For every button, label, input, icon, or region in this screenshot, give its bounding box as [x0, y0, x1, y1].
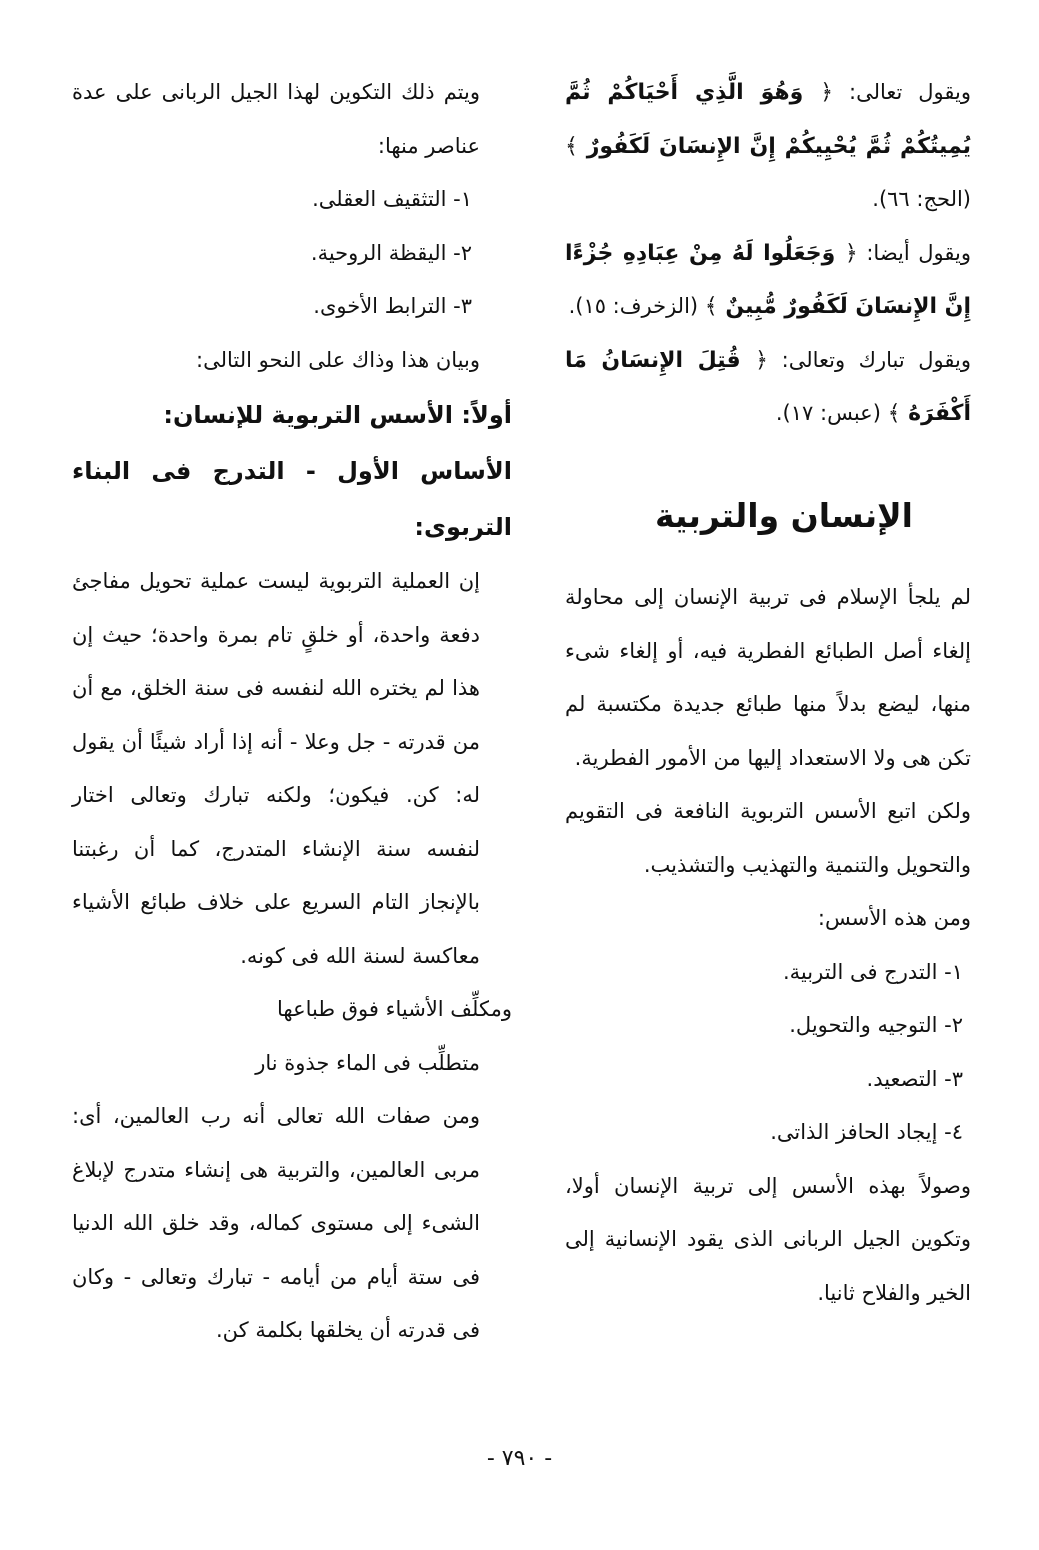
- list-item: ٢- اليقظة الروحية.: [310, 240, 472, 265]
- verse-reference: (الحج: ٦٦).: [872, 187, 971, 211]
- verse-text: وَجَعَلُوا لَهُ مِنْ عِبَادِهِ جُزْءًا إِنَّ الإِنسَانَ لَكَفُورٌ مُّبِينٌ: [565, 240, 971, 319]
- verse-intro: ويقول تعالى:: [833, 80, 971, 104]
- quran-bracket-open: ﴿: [844, 240, 858, 266]
- verse-intro: ويقول تبارك وتعالى:: [768, 347, 971, 372]
- list-intro: ومن هذه الأسس:: [817, 906, 971, 931]
- verse-paragraph-1: [565, 66, 1003, 227]
- verse-paragraph-3: [565, 334, 1003, 441]
- left-column: [72, 66, 512, 1358]
- paragraph: وبيان هذا وذاك على النحو التالى:: [196, 347, 480, 372]
- quran-bracket-open: ﴿: [820, 80, 834, 105]
- verse-text: وَهُوَ الَّذِي أَحْيَاكُمْ ثُمَّ يُمِيتُكُمْ ثُمَّ يُحْيِيكُمْ إِنَّ الإِنسَانَ لَكَفُورٌ: [565, 80, 971, 159]
- paragraph: لم يلجأ الإسلام فى تربية الإنسان إلى محاولة إلغاء أصل الطبائع الفطرية فيه، أو إلغاء شىء منها، ليضع بدلاً منها طبائع جديدة مكتسبة لم تكن هى ولا الاستعداد إليها من الأمور الفطرية.: [565, 585, 971, 770]
- quran-bracket-close: ﴾: [887, 401, 901, 426]
- paragraph: ومن صفات الله تعالى أنه رب العالمين، أى: مربى العالمين، والتربية هى إنشاء متدرج لإبلاغ الشىء إلى مستوى كماله، وقد خلق الله الدنيا فى ستة أيام من أيامه - تبارك وتعالى - وكان فى قدرته أن يخلقها بكلمة كن.: [72, 1104, 480, 1342]
- section-title: الإنسان والتربية: [655, 495, 913, 535]
- list-item: ٣- التصعيد.: [866, 1066, 963, 1091]
- page-number: - ٧٩٠ -: [486, 1446, 553, 1471]
- list-item: ٣- الترابط الأخوى.: [313, 294, 472, 318]
- paragraph: ويتم ذلك التكوين لهذا الجيل الربانى على عدة عناصر منها:: [72, 80, 480, 158]
- list-item: ٤- إيجاد الحافز الذاتى.: [770, 1120, 963, 1145]
- verse-text: قُتِلَ الإِنسَانُ مَا أَكْفَرَهُ: [565, 347, 971, 426]
- list-item: ٢- التوجيه والتحويل.: [789, 1013, 963, 1038]
- quran-bracket-open: ﴿: [755, 347, 769, 373]
- paragraph: وصولاً بهذه الأسس إلى تربية الإنسان أولا، وتكوين الجيل الربانى الذى يقود الإنسانية إلى الخير والفلاح ثانيا.: [565, 1173, 971, 1305]
- quran-bracket-close: ﴾: [565, 133, 578, 159]
- heading: أولاً: الأسس التربوية للإنسان:: [163, 401, 512, 429]
- right-column: [565, 66, 1003, 1320]
- subheading: الأساس الأول - التدرج فى البناء التربوى:: [72, 457, 512, 541]
- paragraph: ولكن اتبع الأسس التربوية النافعة فى التقويم والتحويل والتنمية والتهذيب والتشذيب.: [565, 799, 971, 877]
- verse-intro: ويقول أيضا:: [857, 240, 971, 265]
- verse-paragraph-2: [565, 227, 1003, 334]
- paragraph: إن العملية التربوية ليست عملية تحويل مفاجئ دفعة واحدة، أو خلقٍ تام بمرة واحدة؛ حيث إن هذا لم يختره الله لنفسه فى سنة الخلق، مع أن من قدرته - جل وعلا - أنه إذا أراد شيئًا أن يقول له: كن. فيكون؛ ولكنه تبارك وتعالى اختار لنفسه سنة الإنشاء المتدرج، كما أن رغبتنا بالإنجاز التام السريع على خلاف طبائع الأشياء معاكسة لسنة الله فى كونه.: [72, 569, 480, 968]
- verse-reference: (الزخرف: ١٥).: [568, 294, 699, 318]
- poem-line: متطلِّب فى الماء جذوة نار: [255, 1050, 480, 1075]
- poem-line: ومكلِّف الأشياء فوق طباعها: [277, 997, 512, 1021]
- quran-bracket-close: ﴾: [704, 294, 718, 319]
- list-item: ١- التثقيف العقلى.: [312, 187, 472, 211]
- verse-reference: (عبس: ١٧).: [775, 401, 881, 425]
- list-item: ١- التدرج فى التربية.: [783, 959, 963, 984]
